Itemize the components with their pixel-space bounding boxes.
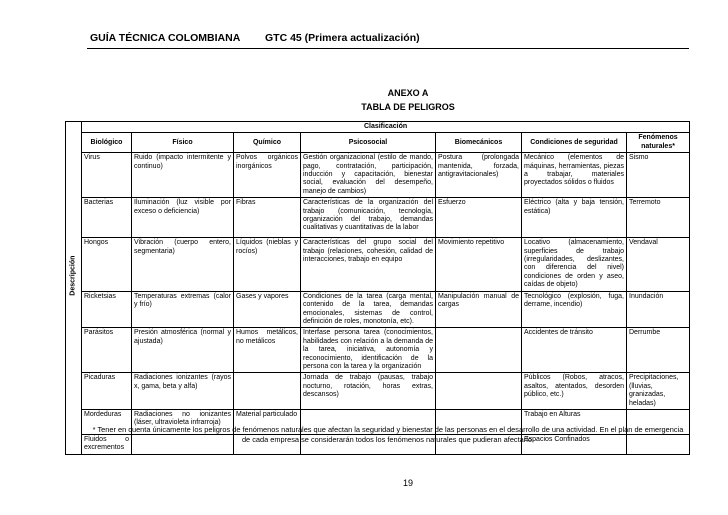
footnote: * Tener en cuenta únicamente los peligros de fenómenos naturales que afectan la seguridad y bienestar de las personas en el desarrollo de una actividad. En el plan de emergencia de cada empresa se considerarán todos los fenómenos naturales que pudieran afectarlo.	[92, 425, 684, 444]
table-cell: Tecnológico (explosión, fuga, derrame, incendio)	[522, 291, 627, 328]
table-row	[66, 291, 690, 328]
table-cell: Vendaval	[627, 238, 690, 291]
table-cell: Material particulado	[234, 409, 301, 434]
table-cell: Radiaciones no ionizantes (láser, ultravioleta infrarroja)	[132, 409, 234, 434]
table-cell: Precipitaciones, (lluvias, granizadas, heladas)	[627, 373, 690, 410]
table-cell	[436, 328, 522, 373]
table-cell: Movimiento repetitivo	[436, 238, 522, 291]
row-label-cell	[66, 122, 82, 455]
table-cell: Jornada de trabajo (pausas, trabajo nocturno, rotación, horas extras, descansos)	[301, 373, 436, 410]
table-cell: Bacterias	[82, 198, 132, 238]
table-cell	[436, 373, 522, 410]
anexo-title: ANEXO A	[387, 88, 429, 98]
table-cell: Gestión organizacional (estilo de mando, pago, contratación, participación, inducción y capacitación, bienestar social, evaluación del desempeño, manejo de cambios)	[301, 153, 436, 198]
table-cell: Vibración (cuerpo entero, segmentaria)	[132, 238, 234, 291]
table-cell: Humos metálicos, no metálicos	[234, 328, 301, 373]
table-cell: Públicos (Robos, atracos, asaltos, atentados, desorden público, etc.)	[522, 373, 627, 410]
col-header: Químico	[234, 133, 301, 153]
col-header: Físico	[132, 133, 234, 153]
table-cell: Trabajo en Alturas	[522, 409, 627, 434]
page-number: 19	[402, 478, 413, 488]
table-row	[66, 328, 690, 373]
table-cell: Ruido (impacto intermitente y continuo)	[132, 153, 234, 198]
table-cell: Fibras	[234, 198, 301, 238]
classification-header: Clasificación	[82, 122, 690, 133]
table-row	[66, 238, 690, 291]
table-cell: Presión atmosférica (normal y ajustada)	[132, 328, 234, 373]
table-cell: Fluidos o excrementos	[82, 434, 132, 454]
col-header: Psicosocial	[301, 133, 436, 153]
table-cell: Mecánico (elementos de máquinas, herramientas, piezas a trabajar, materiales proyectados sólidos o fluidos	[522, 153, 627, 198]
table-cell: Locativo (almacenamiento, superficies de trabajo (irregularidades, deslizantes, con diferencia del nivel) condiciones de orden y aseo, caídas de objeto)	[522, 238, 627, 291]
table-row	[66, 198, 690, 238]
table-cell: Parásitos	[82, 328, 132, 373]
table-cell: Esfuerzo	[436, 198, 522, 238]
table-cell: Postura (prolongada mantenida, forzada, antigravitacionales)	[436, 153, 522, 198]
table-cell: Radiaciones ionizantes (rayos x, gama, beta y alfa)	[132, 373, 234, 410]
table-cell	[234, 373, 301, 410]
col-header: Biológico	[82, 133, 132, 153]
table-cell: Iluminación (luz visible por exceso o deficiencia)	[132, 198, 234, 238]
table-cell: Derrumbe	[627, 328, 690, 373]
table-cell: Accidentes de tránsito	[522, 328, 627, 373]
table-cell: Picaduras	[82, 373, 132, 410]
table-cell: Terremoto	[627, 198, 690, 238]
table-cell: Gases y vapores	[234, 291, 301, 328]
header-rule	[87, 48, 689, 49]
row-label: Descripción	[69, 255, 77, 296]
hazards-table	[65, 121, 690, 455]
table-cell: Líquidos (nieblas y rocíos)	[234, 238, 301, 291]
table-cell: Espacios Confinados	[522, 434, 627, 454]
col-header: Biomecánicos	[436, 133, 522, 153]
table-cell: Polvos orgánicos inorgánicos	[234, 153, 301, 198]
table-cell: Sismo	[627, 153, 690, 198]
col-header: Fenómenos naturales*	[627, 133, 690, 153]
table-cell: Eléctrico (alta y baja tensión, estática)	[522, 198, 627, 238]
table-cell: Mordeduras	[82, 409, 132, 434]
table-title: TABLA DE PELIGROS	[361, 102, 455, 112]
table-row	[66, 153, 690, 198]
table-cell: Virus	[82, 153, 132, 198]
table-cell: Características del grupo social del trabajo (relaciones, cohesión, calidad de interacciones, trabajo en equipo	[301, 238, 436, 291]
table-cell: Condiciones de la tarea (carga mental, contenido de la tarea, demandas emocionales, sistemas de control, definición de roles, monotonía, etc).	[301, 291, 436, 328]
table-cell: Temperaturas extremas (calor y frío)	[132, 291, 234, 328]
table-cell: Interfase persona tarea (conocimientos, habilidades con relación a la demanda de la tarea, iniciativa, autonomía y reconocimiento, identificación de la persona con la tarea y la organización	[301, 328, 436, 373]
table-cell: Manipulación manual de cargas	[436, 291, 522, 328]
table-cell: Inundación	[627, 291, 690, 328]
col-header: Condiciones de seguridad	[522, 133, 627, 153]
table-cell: Características de la organización del trabajo (comunicación, tecnología, organización del trabajo, demandas cualitativas y cuantitativas de la labor	[301, 198, 436, 238]
table-cell: Hongos	[82, 238, 132, 291]
table-cell: Ricketsias	[82, 291, 132, 328]
header-right: GTC 45 (Primera actualización)	[265, 32, 420, 44]
header-left: GUÍA TÉCNICA COLOMBIANA	[90, 32, 241, 44]
table-row	[66, 373, 690, 410]
